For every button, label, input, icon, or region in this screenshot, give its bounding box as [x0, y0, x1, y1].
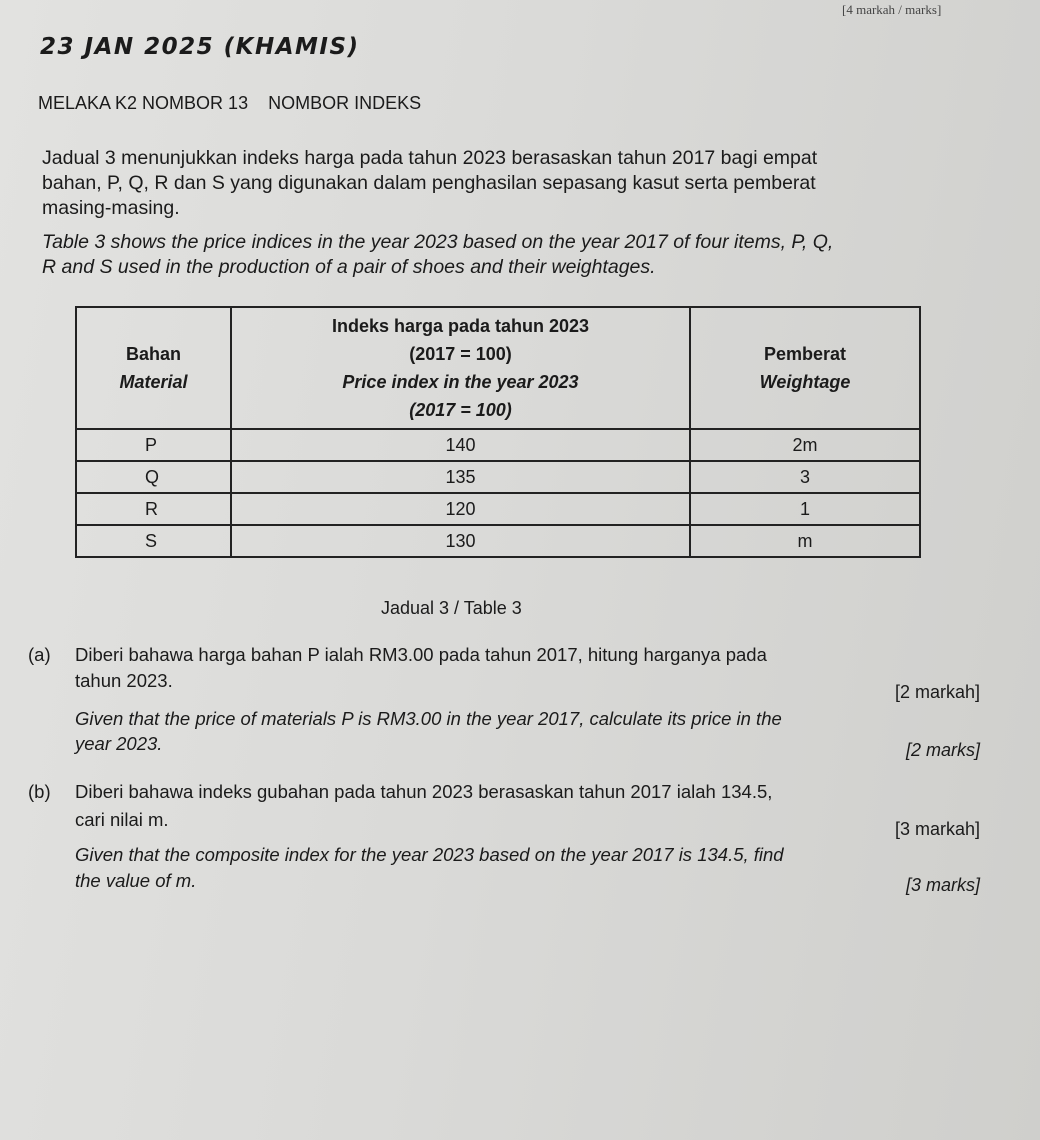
weight-cell: m	[690, 525, 920, 557]
intro-malay-line-2: bahan, P, Q, R dan S yang digunakan dalam penghasilan sepasang kasut serta pemberat	[42, 172, 816, 194]
material-cell: P	[76, 429, 231, 461]
question-b-malay-line-2: cari nilai m.	[75, 809, 169, 830]
date-heading: 23 JAN 2025 (KHAMIS)	[40, 34, 360, 60]
question-b-marks-malay: [3 markah]	[894, 819, 980, 839]
table-caption: Jadual 3 / Table 3	[381, 598, 522, 618]
question-a-marks-malay: [2 markah]	[894, 682, 980, 702]
header-index	[231, 307, 690, 429]
weight-cell: 1	[690, 493, 920, 525]
header-material-ms: Bahan	[125, 344, 181, 364]
intro-malay-line-1: Jadual 3 menunjukkan indeks harga pada tahun 2023 berasaskan tahun 2017 bagi empat	[42, 147, 818, 169]
question-a-marks-english: [2 marks]	[905, 740, 980, 760]
index-table	[75, 306, 921, 558]
header-material	[76, 307, 231, 429]
question-a-label: (a)	[28, 644, 51, 665]
top-marks-label: [4 markah / marks]	[842, 2, 942, 17]
question-b-marks-english: [3 marks]	[905, 875, 980, 895]
index-cell: 140	[231, 429, 690, 461]
header-weight-en: Weightage	[759, 372, 851, 392]
index-cell: 120	[231, 493, 690, 525]
question-b-malay-line-1: Diberi bahawa indeks gubahan pada tahun 2023 berasaskan tahun 2017 ialah 134.5,	[75, 781, 773, 802]
material-cell: R	[76, 493, 231, 525]
question-subtitle: MELAKA K2 NOMBOR 13 NOMBOR INDEKS	[38, 93, 422, 113]
header-index-en-base: (2017 = 100)	[409, 400, 512, 420]
header-index-ms-base: (2017 = 100)	[409, 344, 512, 364]
intro-english-line-2: R and S used in the production of a pair of shoes and their weightages.	[42, 256, 656, 278]
material-cell: Q	[76, 461, 231, 493]
question-a-malay-line-1: Diberi bahawa harga bahan P ialah RM3.00 pada tahun 2017, hitung harganya pada	[75, 644, 767, 665]
table-row	[76, 525, 920, 557]
intro-english-line-1: Table 3 shows the price indices in the year 2023 based on the year 2017 of four items, P, Q,	[42, 231, 834, 253]
header-weight-ms: Pemberat	[763, 344, 847, 364]
header-index-ms: Indeks harga pada tahun 2023	[331, 316, 590, 336]
header-index-en: Price index in the year 2023	[342, 372, 579, 392]
question-b-english-line-2: the value of m.	[75, 870, 197, 891]
question-b-label: (b)	[28, 781, 51, 802]
table-row	[76, 493, 920, 525]
question-b-english-line-1: Given that the composite index for the year 2023 based on the year 2017 is 134.5, find	[75, 844, 784, 865]
question-a-malay-line-2: tahun 2023.	[75, 670, 173, 691]
table-row	[76, 429, 920, 461]
intro-malay-line-3: masing-masing.	[42, 197, 180, 219]
index-cell: 135	[231, 461, 690, 493]
material-cell: S	[76, 525, 231, 557]
weight-cell: 2m	[690, 429, 920, 461]
header-material-en: Material	[119, 372, 188, 392]
table-row	[76, 461, 920, 493]
question-a-english-line-1: Given that the price of materials P is RM3.00 in the year 2017, calculate its price in the	[75, 708, 782, 729]
question-a-english-line-2: year 2023.	[75, 733, 163, 754]
header-weightage	[690, 307, 920, 429]
index-cell: 130	[231, 525, 690, 557]
weight-cell: 3	[690, 461, 920, 493]
table-header-row	[76, 307, 920, 429]
